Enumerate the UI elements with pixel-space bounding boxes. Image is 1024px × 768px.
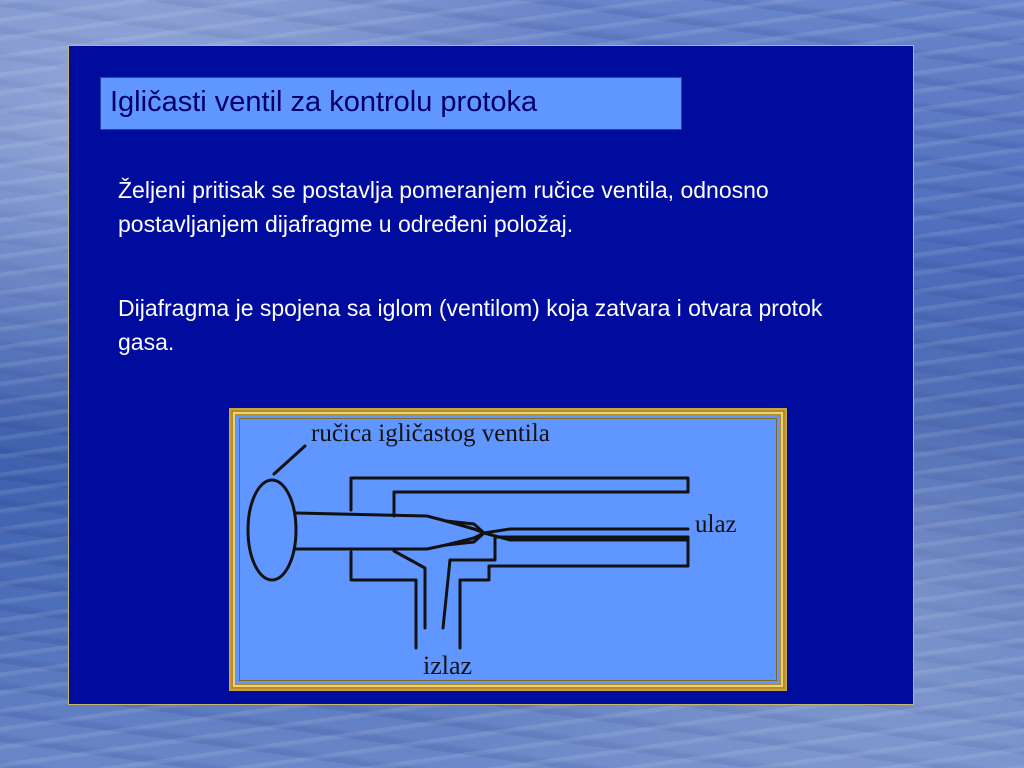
- paragraph-pressure-setting: Željeni pritisak se postavlja pomeranjem ručice ventila, odnosno postavljanjem dijafragme u određeni položaj.: [118, 177, 769, 237]
- valve-body-inner: [394, 492, 688, 628]
- label-outlet: izlaz: [423, 651, 473, 680]
- valve-body-outer: [351, 478, 688, 648]
- handle-leader-line: [274, 446, 305, 474]
- handle-knob: [248, 480, 296, 580]
- label-handle: ručica igličastog ventila: [311, 420, 550, 447]
- paragraph-diaphragm: Dijafragma je spojena sa iglom (ventilom) koja zatvara i otvara protok gasa.: [118, 295, 823, 355]
- label-inlet: ulaz: [695, 511, 737, 538]
- slide-title: Igličasti ventil za kontrolu protoka: [110, 86, 538, 118]
